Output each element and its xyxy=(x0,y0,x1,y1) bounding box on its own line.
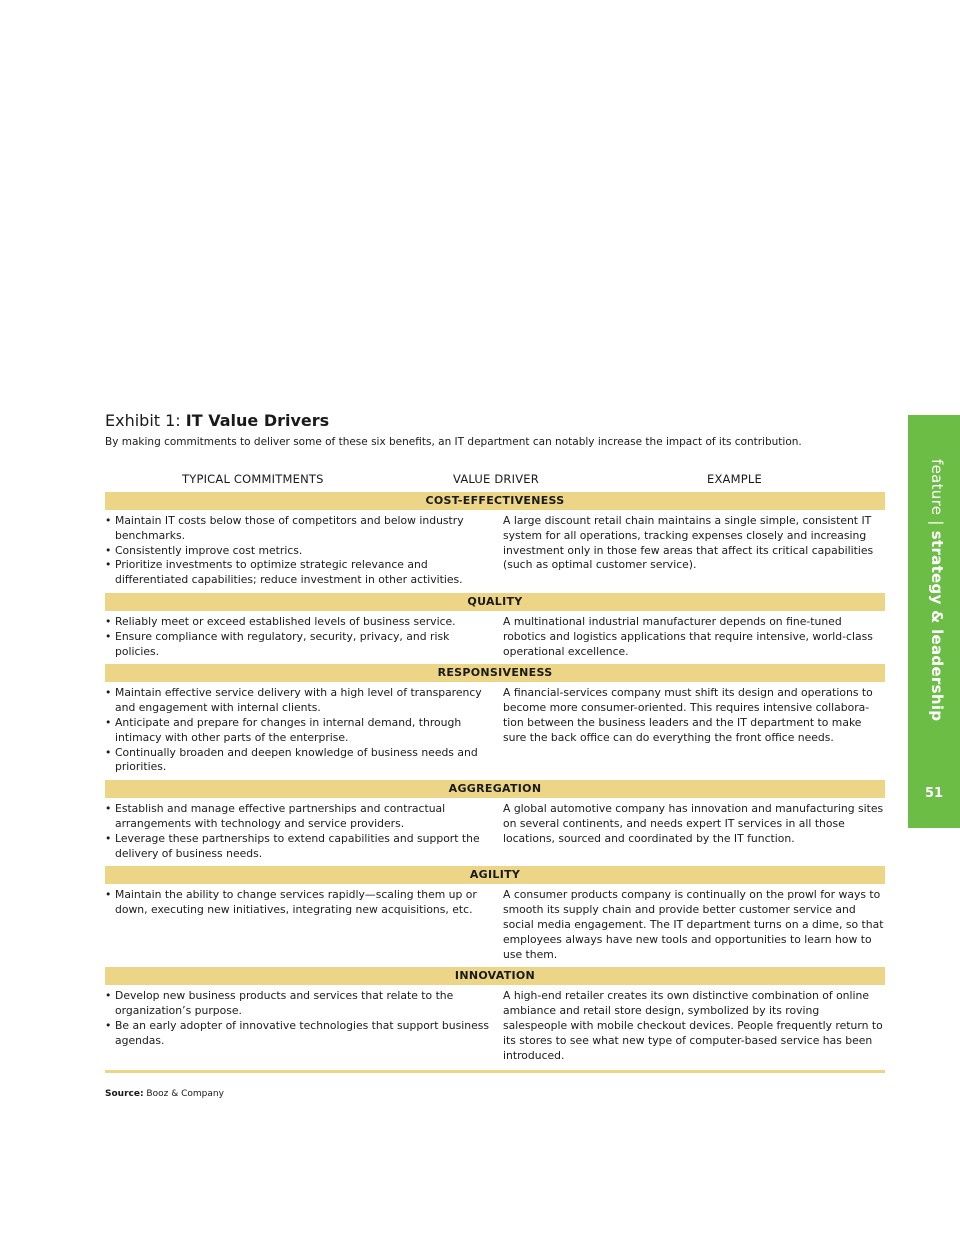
side-tab-prefix: feature xyxy=(928,459,946,516)
commitment-item: • Leverage these partnerships to extend capabilities and support the delivery of business needs. xyxy=(105,832,493,862)
column-headers xyxy=(105,472,885,492)
value-driver-band: AGILITY xyxy=(105,866,885,884)
commitment-item: • Maintain IT costs below those of competitors and below industry benchmarks. xyxy=(105,514,493,544)
value-driver-band: AGGREGATION xyxy=(105,780,885,798)
exhibit xyxy=(105,410,885,1099)
commitments-list xyxy=(105,888,493,918)
section-row xyxy=(105,611,885,664)
commitments-cell xyxy=(105,802,503,861)
commitment-item: • Anticipate and prepare for changes in internal demand, through intimacy with other parts of the enterprise. xyxy=(105,716,493,746)
commitments-cell xyxy=(105,686,503,775)
commitments-list xyxy=(105,686,493,775)
commitment-item: • Maintain the ability to change services rapidly—scaling them up or down, executing new initiatives, integrating new acquisitions, etc. xyxy=(105,888,493,918)
commitment-item: • Reliably meet or exceed established levels of business service. xyxy=(105,615,493,630)
value-driver-band: INNOVATION xyxy=(105,967,885,985)
section-row xyxy=(105,510,885,593)
exhibit-title xyxy=(105,410,885,432)
commitments-list xyxy=(105,615,493,659)
side-tab-section: strategy & leadership xyxy=(928,530,946,722)
source-label: Source: xyxy=(105,1089,144,1100)
commitment-item: • Maintain effective service delivery with a high level of transparency and engagement with internal clients. xyxy=(105,686,493,716)
commitment-item: • Prioritize investments to optimize strategic relevance and differentiated capabilities; reduce investment in other activities. xyxy=(105,558,493,588)
example-cell: A high-end retailer creates its own distinctive combination of online ambiance and retail store design, symbolized by its roving salespeople with mobile checkout devices. People frequently return to its stores to see what new type of computer-based service has been introduced. xyxy=(503,989,883,1062)
commitments-cell xyxy=(105,514,503,588)
example-cell: A financial-services company must shift its design and operations to become more consumer-oriented. This requires intensive collabora-tion between the business leaders and the IT department to make sure the back office can do everything the front office needs. xyxy=(503,686,873,744)
commitments-cell xyxy=(105,989,503,1063)
value-driver-band: QUALITY xyxy=(105,593,885,611)
commitment-item: • Establish and manage effective partnerships and contractual arrangements with technology and service providers. xyxy=(105,802,493,832)
side-tab-label xyxy=(928,459,946,721)
table-bottom-rule xyxy=(105,1070,885,1073)
value-driver-band: RESPONSIVENESS xyxy=(105,664,885,682)
source-text: Booz & Company xyxy=(143,1089,224,1100)
section-row xyxy=(105,798,885,866)
commitment-item: • Be an early adopter of innovative technologies that support business agendas. xyxy=(105,1019,493,1049)
example-cell: A multinational industrial manufacturer depends on fine-tuned robotics and logistics applications that require intensive, world-class operational excellence. xyxy=(503,614,873,658)
example-cell: A large discount retail chain maintains a single simple, consistent IT system for all operations, tracking expenses closely and increasing investment only in those few areas that affect its critical capabilities (such as optimal customer service). xyxy=(503,514,874,572)
commitments-cell xyxy=(105,888,503,962)
section-row xyxy=(105,985,885,1068)
commitment-item: • Develop new business products and services that relate to the organization’s purpose. xyxy=(105,989,493,1019)
commitments-list xyxy=(105,989,493,1048)
value-driver-band: COST-EFFECTIVENESS xyxy=(105,492,885,510)
section-row xyxy=(105,884,885,967)
commitments-list xyxy=(105,802,493,861)
source-note xyxy=(105,1089,885,1099)
header-typical-commitments: TYPICAL COMMITMENTS xyxy=(182,472,324,486)
side-tab-separator: | xyxy=(928,515,946,531)
header-value-driver: VALUE DRIVER xyxy=(453,472,539,486)
value-driver-table xyxy=(105,492,885,1068)
commitments-cell xyxy=(105,615,503,659)
exhibit-title-bold: IT Value Drivers xyxy=(185,411,330,430)
commitments-list xyxy=(105,514,493,588)
commitment-item: • Consistently improve cost metrics. xyxy=(105,544,493,559)
section-row xyxy=(105,682,885,780)
header-example: EXAMPLE xyxy=(707,472,762,486)
exhibit-subtitle: By making commitments to deliver some of these six benefits, an IT department can notably increase the impact of its contribution. xyxy=(105,436,802,448)
exhibit-title-prefix: Exhibit 1: xyxy=(105,411,186,430)
commitment-item: • Continually broaden and deepen knowledge of business needs and priorities. xyxy=(105,746,493,776)
commitment-item: • Ensure compliance with regulatory, security, privacy, and risk policies. xyxy=(105,630,493,660)
page-number: 51 xyxy=(924,786,944,801)
section-side-tab xyxy=(908,415,960,828)
example-cell: A consumer products company is continually on the prowl for ways to smooth its supply chain and provide better customer service and social media engagement. The IT department turns on a dime, so that employees always have new tools and opportunities to learn how to use them. xyxy=(503,888,884,961)
example-cell: A global automotive company has innovation and manufacturing sites on several continents, and needs expert IT services in all those locations, sourced and coordinated by the IT function. xyxy=(503,802,884,845)
